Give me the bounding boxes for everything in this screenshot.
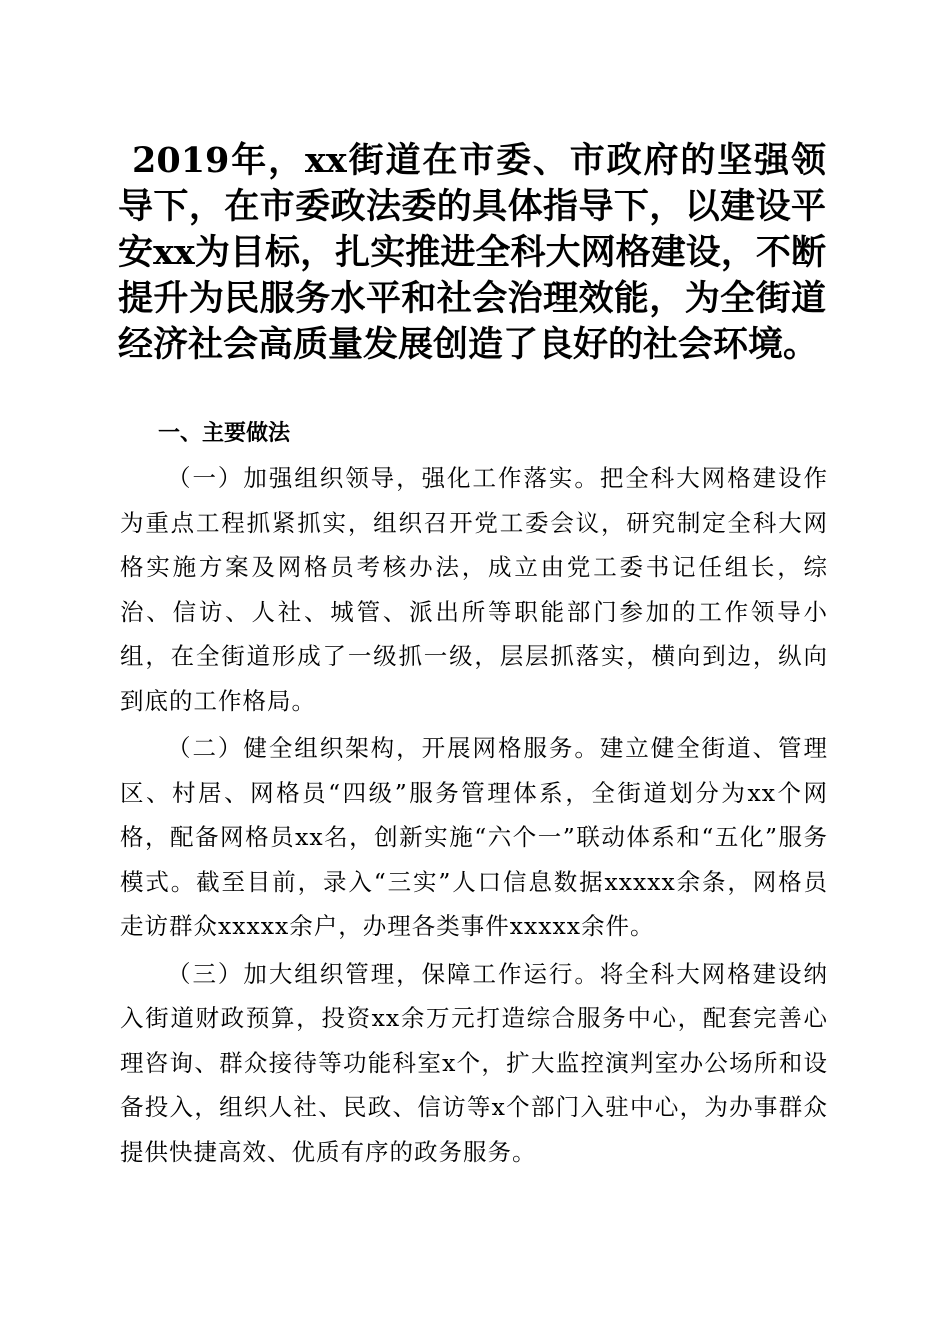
paragraph-2: （二）健全组织架构，开展网格服务。建立健全街道、管理区、村居、网格员“四级”服务管理体系，全街道划分为xx个网格，配备网格员xx名，创新实施“六个一”联动体系和“五化”服务模式。截至目前，录入“三实”人口信息数据xxxxx余条，网格员走访群众xxxxx余户，办理各类事件xxxxx余件。 (120, 734, 828, 940)
paragraph-1: （一）加强组织领导，强化工作落实。把全科大网格建设作为重点工程抓紧抓实，组织召开党工委会议，研究制定全科大网格实施方案及网格员考核办法，成立由党工委书记任组长，综治、信访、人社、城管、派出所等职能部门参加的工作领导小组，在全街道形成了一级抓一级，层层抓落实，横向到边，纵向到底的工作格局。 (120, 464, 828, 715)
section-heading: 一、主要做法 (158, 421, 291, 446)
paragraph-3: （三）加大组织管理，保障工作运行。将全科大网格建设纳入街道财政预算，投资xx余万元打造综合服务中心，配套完善心理咨询、群众接待等功能科室x个，扩大监控演判室办公场所和设备投入，组织人社、民政、信访等x个部门入驻中心，为办事群众提供快捷高效、优质有序的政务服务。 (120, 959, 828, 1166)
document-body (120, 412, 828, 1174)
document-title: 2019年，xx街道在市委、市政府的坚强领导下，在市委政法委的具体指导下，以建设平安xx为目标，扎实推进全科大网格建设，不断提升为民服务水平和社会治理效能，为全街道经济社会高质量发展创造了良好的社会环境。 (118, 140, 826, 365)
